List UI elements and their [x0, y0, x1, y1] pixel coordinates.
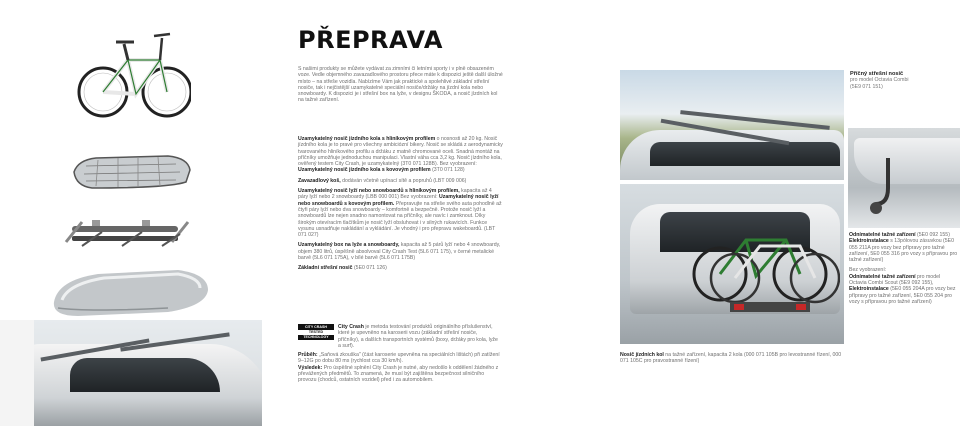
alt-prefix: Bez vyobrazení:: [849, 267, 887, 274]
product-title: Uzamykatelný nosič jízdního kola s hliníkovým profilem: [298, 136, 436, 142]
city-crash-badge: [298, 324, 334, 340]
alt-code: (3T0 071 128): [432, 167, 465, 174]
product-text: kapacita až 5 párů lyží nebo 4 snowboardy, objem 380 litrů, úspěšně absolvoval City Crash Test (5L6 071 175), v černé metalické barvě (5L6 071 175A), v bílé barvě (5L6 071 175B): [298, 242, 501, 262]
cargo-basket-image: [68, 152, 194, 192]
alt-title: Uzamykatelný nosič jízdního kola s kovovým profilem: [298, 167, 431, 174]
prubeh-label: Průběh:: [298, 352, 318, 358]
product-text: dodáván včetně upínací sítě a popruhů (LBT 009 006): [342, 177, 467, 184]
product-title: Uzamykatelný nosič lyží nebo snowboardů s hliníkovým profilem,: [298, 188, 460, 195]
vysledek-text: Pro úspěšné splnění City Crash je nutné, aby nedošlo k oddělení žádného z převážených předmětů. To znamená, že musí být zajištěna bezpečnost silničního provozu (chodců, ostatních vozidel) před i za automobilem.: [298, 364, 499, 384]
badge-line: CITY CRASH: [305, 325, 327, 329]
electrics-title: Elektroinstalace: [849, 238, 889, 245]
city-crash-desc: je metoda testování produktů originálního příslušenství, které je upevněno na karoserii vozu (základní střešní nosiče, příčníky), a dalších transportních systémů (boxy, držáky pro kola, lyže a surf).: [338, 324, 498, 349]
bike-carrier-caption: [620, 352, 850, 365]
caption-line: (5E9 071 151): [850, 83, 883, 90]
roof-rack-car-image: [0, 320, 262, 426]
electrics-scout-title: Elektroinstalace: [849, 286, 889, 293]
roof-box-image: [48, 262, 212, 320]
product-title: Zavazadlový koš,: [298, 177, 341, 184]
towbar-scout-title: Odnímatelné tažné zařízení: [849, 273, 916, 280]
alt-title: Uzamykatelný nosič lyží nebo snowboardů s kovovým profilem.: [298, 194, 499, 207]
product-cargo-basket: [298, 178, 503, 184]
page-title: PŘEPRAVA: [298, 26, 443, 54]
city-crash-details: [298, 352, 501, 383]
product-text: o nosnosti až 20 kg. Nosič jízdního kola je to pravé pro všechny ambiciózní bikery. Nosič se skládá z aerodynamicky tvarovaného hliníkového profilu a držáku z matně chromované oceli. Snadná montáž na příčníky umožňuje jednoduchou manipulaci. Vlastní váha cca 3,2 kg. Nosič jízdního kola, ověřený testem City Crash, je uzamykatelný (3T0 071 128B).: [298, 136, 503, 168]
caption-title: Příčný střešní nosič: [850, 71, 904, 77]
bike-carrier-text: na tažné zařízení, kapacita 2 kola (000 071 105B pro levostranné řízení, 000 071 105C pro pravostranné řízení): [620, 352, 842, 365]
electrics-scout-text: (5E0 055 204A pro vozy bez přípravy pro tažné zařízení, 5E0 055 204 pro vozy s přípravou pro tažné zařízení): [849, 286, 956, 305]
city-crash-text: [338, 324, 500, 349]
bike-image: [76, 22, 191, 132]
prubeh-text: „Saňová zkouška" (část karoserie upevněna na speciálních lištách) při zatížení 9–12G po dobu 80 ms (rychlost cca 30 km/h).: [298, 352, 500, 365]
alt-prefix: Bez vyobrazení:: [400, 194, 438, 201]
towbar-code: (5E0 092 155): [917, 232, 950, 238]
product-ski-carrier: [298, 188, 503, 238]
vysledek-label: Výsledek:: [298, 364, 323, 371]
bike-carrier-title: Nosič jízdních kol: [620, 352, 664, 358]
product-text: kapacita až 4 páry lyží nebo 2 snowboardy (LBB 000 001): [298, 188, 492, 201]
city-crash-title: City Crash: [338, 324, 364, 330]
product-text: (5E0 071 126): [353, 265, 387, 272]
towbar-caption: [849, 232, 959, 305]
right-top-caption: [850, 71, 958, 90]
alt-code: Přepravujte na střeše svého auta pohodlně až čtyři páry lyží nebo dva snowboardy – komfortně a bezpečně. Protože nosič lyží a snowboardů lze nejen snadno namontovat na příčníky, ale navíc i zamknout. Díky širokým otevíracím tlačítkům je nosič lyží obsluhovat i v silných rukavicích. Funkce vysunu usnadňuje nakládání a vykládání. Je vhodný i pro přepravu wakeboardů. (LBT 071 027): [298, 200, 502, 239]
roof-crossbars-photo: [620, 70, 844, 180]
product-title: Základní střešní nosič: [298, 265, 353, 272]
electrics-text: s 13pólovou zásuvkou (5E0 055 211A pro vozy bez přípravy pro tažné zařízení, 5E0 055 316 pro vozy s přípravou pro tažné zařízení): [849, 238, 958, 264]
alt-prefix: Bez vyobrazení:: [439, 161, 477, 168]
product-descriptions: [298, 136, 503, 276]
product-bike-carrier: [298, 136, 503, 174]
badge-line: TESTED: [298, 330, 334, 335]
towbar-scout-text: pro model Octavia Combi Scout (5E9 092 155),: [849, 273, 941, 287]
ski-carrier-image: [62, 212, 192, 252]
caption-line: pro model Octavia Combi: [850, 77, 909, 84]
product-title: Uzamykatelný box na lyže a snowboardy,: [298, 242, 400, 249]
badge-line: TECHNOLOGY: [303, 335, 329, 339]
towbar-photo: [848, 128, 960, 228]
intro-text: S našimi produkty se můžete vydávat za zimními či letními sporty i v plně obsazeném voze. Vedle objemného zavazadlového prostoru přece máte k dispozici ještě další úložné místo – na střeše vozidla. Nabízíme Vám jak praktické a spolehlivé základní střešní nosiče, tak i nejčistější uzamykatelné speciální nosiče/držáky na jízdní kola nebo snowboardy. K dispozici je i střešní box na lyže, v designu ŠKODA, a nosič jízdních kol na tažné zařízení.: [298, 66, 503, 104]
product-roof-box: [298, 242, 503, 261]
bike-carrier-photo: [620, 184, 844, 344]
towbar-title: Odnímatelné tažné zařízení: [849, 232, 916, 238]
product-roof-rack: [298, 265, 503, 271]
